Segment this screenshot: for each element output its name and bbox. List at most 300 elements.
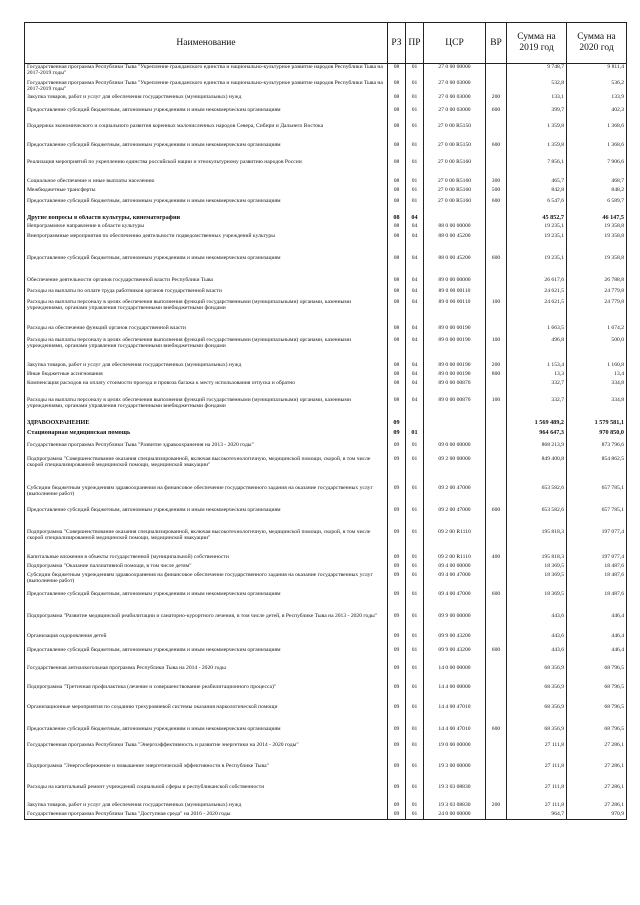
row-sum-2019: 13,3 — [507, 371, 567, 380]
row-vr: 600 — [486, 255, 507, 277]
row-sum-2019: 27 111,8 — [507, 802, 567, 811]
row-csr: 27 0 00 R5160 — [424, 159, 486, 178]
row-sum-2019: 964 647,3 — [507, 430, 567, 442]
row-rz: 09 — [388, 726, 406, 742]
row-name: Предоставление субсидий бюджетным, автономным учреждениям и иным некоммерческим организациям — [25, 507, 388, 529]
row-sum-2019: 332,7 — [507, 380, 567, 397]
table-row — [25, 337, 627, 362]
row-pr — [406, 420, 424, 430]
row-csr: 27 0 00 R5160 — [424, 198, 486, 215]
row-name: Предоставление субсидий бюджетным, автономным учреждениям и иным некоммерческим организациям — [25, 647, 388, 665]
row-rz: 08 — [388, 397, 406, 420]
row-sum-2019: 45 852,7 — [507, 215, 567, 223]
row-sum-2019: 18 369,5 — [507, 591, 567, 613]
row-csr: 24 0 00 00000 — [424, 811, 486, 820]
row-pr: 04 — [406, 299, 424, 325]
table-row — [25, 142, 627, 159]
row-vr — [486, 325, 507, 337]
row-sum-2019: 19 235,1 — [507, 233, 567, 255]
table-row — [25, 159, 627, 178]
row-sum-2019: 68 356,9 — [507, 726, 567, 742]
row-csr: 89 0 00 00870 — [424, 397, 486, 420]
row-rz: 09 — [388, 420, 406, 430]
row-csr: 27 0 00 00000 — [424, 64, 486, 80]
row-rz: 09 — [388, 529, 406, 554]
row-vr — [486, 684, 507, 704]
row-sum-2019: 26 617,6 — [507, 277, 567, 288]
row-pr: 01 — [406, 613, 424, 633]
row-sum-2020: 27 286,1 — [567, 784, 627, 802]
header-sum-2020: Сумма на 2020 год — [567, 23, 627, 64]
row-rz: 09 — [388, 563, 406, 572]
row-name: Реализация мероприятий по укреплению единства российской нации и этнокультурному развитию народов России — [25, 159, 388, 178]
table-row — [25, 704, 627, 726]
row-rz: 09 — [388, 742, 406, 763]
row-name: Расходы на выплаты персоналу в целях обеспечения выполнения функций государственными (муниципальными) органами, казенными учреждениями, органами управления государственными внебюджетными фондами — [25, 337, 388, 362]
row-sum-2020: 68 796,5 — [567, 726, 627, 742]
row-sum-2020: 1 368,6 — [567, 142, 627, 159]
row-csr: 09 4 00 47000 — [424, 572, 486, 591]
row-pr: 04 — [406, 325, 424, 337]
row-sum-2020: 24 779,8 — [567, 288, 627, 299]
row-sum-2020: 197 077,4 — [567, 554, 627, 563]
row-vr: 200 — [486, 362, 507, 371]
row-name: Организационные мероприятия по созданию трехуровневой системы оказания наркологической помощи — [25, 704, 388, 726]
row-vr — [486, 763, 507, 784]
row-sum-2020: 7 906,6 — [567, 159, 627, 178]
row-csr: 89 0 00 00870 — [424, 380, 486, 397]
row-vr — [486, 123, 507, 142]
row-sum-2020: 13,4 — [567, 371, 627, 380]
row-vr — [486, 811, 507, 820]
row-rz: 08 — [388, 325, 406, 337]
row-csr: 14 0 00 00000 — [424, 665, 486, 684]
table-row — [25, 80, 627, 94]
table-row — [25, 397, 627, 420]
row-name: Государственная программа Республики Тыва "Развитие здравоохранения на 2013 - 2020 годы" — [25, 442, 388, 456]
row-rz: 08 — [388, 123, 406, 142]
row-pr: 01 — [406, 763, 424, 784]
row-name: Предоставление субсидий бюджетным, автономным учреждениям и иным некоммерческим организациям — [25, 107, 388, 123]
row-vr — [486, 665, 507, 684]
row-name: Расходы на капитальный ремонт учреждений социальной сферы и республиканской собственности — [25, 784, 388, 802]
row-rz: 09 — [388, 591, 406, 613]
row-rz: 08 — [388, 233, 406, 255]
row-sum-2019: 443,6 — [507, 647, 567, 665]
table-row — [25, 233, 627, 255]
row-sum-2019: 19 235,1 — [507, 255, 567, 277]
table-row — [25, 362, 627, 371]
table-row — [25, 811, 627, 820]
row-csr: 09 0 00 00000 — [424, 442, 486, 456]
row-csr: 19 3 03 08830 — [424, 784, 486, 802]
row-rz: 09 — [388, 572, 406, 591]
row-vr — [486, 442, 507, 456]
row-sum-2019: 1 359,8 — [507, 123, 567, 142]
row-sum-2019: 68 356,9 — [507, 665, 567, 684]
row-sum-2020: 133,9 — [567, 94, 627, 107]
table-row — [25, 288, 627, 299]
row-pr: 04 — [406, 362, 424, 371]
row-sum-2020: 27 286,1 — [567, 763, 627, 784]
row-vr: 600 — [486, 198, 507, 215]
row-vr — [486, 485, 507, 507]
row-name: Подпрограмма "Оказание паллиативной помощи, в том числе детям" — [25, 563, 388, 572]
row-rz: 09 — [388, 442, 406, 456]
header-csr: ЦСР — [424, 23, 486, 64]
row-sum-2019: 532,8 — [507, 80, 567, 94]
row-sum-2020: 9 811,4 — [567, 64, 627, 80]
row-vr: 100 — [486, 337, 507, 362]
row-pr: 01 — [406, 507, 424, 529]
row-pr: 01 — [406, 742, 424, 763]
row-pr: 01 — [406, 456, 424, 485]
row-vr — [486, 233, 507, 255]
row-vr — [486, 80, 507, 94]
row-pr: 01 — [406, 572, 424, 591]
table-row — [25, 456, 627, 485]
row-sum-2020: 854 862,5 — [567, 456, 627, 485]
row-sum-2019: 1 359,8 — [507, 142, 567, 159]
row-pr: 01 — [406, 187, 424, 198]
row-rz: 09 — [388, 633, 406, 647]
row-name: Субсидии бюджетным учреждениям здравоохранения на финансовое обеспечение государственного задания на оказание государственных услуг (выполнение работ) — [25, 572, 388, 591]
row-sum-2020: 970,9 — [567, 811, 627, 820]
table-row — [25, 198, 627, 215]
row-sum-2019: 27 111,8 — [507, 742, 567, 763]
row-sum-2020: 1 160,8 — [567, 362, 627, 371]
row-pr: 04 — [406, 288, 424, 299]
row-name: Расходы на выплаты по оплате труда работников органов государственной власти — [25, 288, 388, 299]
row-csr: 27 0 00 R5150 — [424, 123, 486, 142]
row-pr: 04 — [406, 277, 424, 288]
row-vr — [486, 380, 507, 397]
table-row — [25, 507, 627, 529]
row-csr: 27 0 00 R5160 — [424, 178, 486, 187]
table-row — [25, 178, 627, 187]
row-csr: 89 0 00 00110 — [424, 299, 486, 325]
row-sum-2020: 19 358,8 — [567, 255, 627, 277]
row-name: Подпрограмма "Энергосбережение и повышение энергетической эффективности в Республике Тыва" — [25, 763, 388, 784]
row-sum-2019: 496,8 — [507, 337, 567, 362]
row-name: Государственная программа Республики Тыва "Укрепление гражданского единства и национально-культурное развитие народов Республики Тыва на 2017-2019 годы" — [25, 64, 388, 80]
row-sum-2020: 500,0 — [567, 337, 627, 362]
row-csr: 89 0 00 00190 — [424, 337, 486, 362]
row-sum-2019: 68 356,9 — [507, 704, 567, 726]
row-vr: 600 — [486, 591, 507, 613]
row-name: Предоставление субсидий бюджетным, автономным учреждениям и иным некоммерческим организациям — [25, 591, 388, 613]
row-name: Государственная программа Республики Тыва "Укрепление гражданского единства и национально-культурное развитие народов Республики Тыва на 2017-2019 годы" — [25, 80, 388, 94]
row-pr: 01 — [406, 94, 424, 107]
row-sum-2020: 848,2 — [567, 187, 627, 198]
row-csr: 27 0 00 03000 — [424, 107, 486, 123]
table-row — [25, 742, 627, 763]
table-row — [25, 94, 627, 107]
row-csr: 88 0 00 00000 — [424, 223, 486, 233]
row-pr: 04 — [406, 371, 424, 380]
row-name: Организация оздоровления детей — [25, 633, 388, 647]
row-sum-2019: 7 856,1 — [507, 159, 567, 178]
row-pr: 04 — [406, 223, 424, 233]
row-rz: 09 — [388, 784, 406, 802]
row-name: Предоставление субсидий бюджетным, автономным учреждениям и иным некоммерческим организациям — [25, 142, 388, 159]
row-name: Предоставление субсидий бюджетным, автономным учреждениям и иным некоммерческим организациям — [25, 198, 388, 215]
row-vr: 200 — [486, 94, 507, 107]
table-row — [25, 665, 627, 684]
table-row — [25, 529, 627, 554]
row-vr: 600 — [486, 507, 507, 529]
table-row — [25, 64, 627, 80]
row-rz: 09 — [388, 613, 406, 633]
row-vr — [486, 64, 507, 80]
table-row — [25, 572, 627, 591]
row-pr: 01 — [406, 430, 424, 442]
table-row — [25, 255, 627, 277]
table-row — [25, 684, 627, 704]
table-row — [25, 784, 627, 802]
row-pr: 01 — [406, 64, 424, 80]
row-vr — [486, 215, 507, 223]
row-rz: 09 — [388, 485, 406, 507]
row-pr: 01 — [406, 665, 424, 684]
row-rz: 09 — [388, 811, 406, 820]
row-sum-2019: 964,7 — [507, 811, 567, 820]
table-body — [25, 64, 627, 820]
row-rz: 08 — [388, 187, 406, 198]
row-pr: 04 — [406, 215, 424, 223]
row-pr: 01 — [406, 142, 424, 159]
row-sum-2019: 68 356,9 — [507, 684, 567, 704]
row-sum-2019: 24 621,5 — [507, 299, 567, 325]
table-row — [25, 442, 627, 456]
row-rz: 08 — [388, 80, 406, 94]
row-rz: 09 — [388, 763, 406, 784]
row-pr: 04 — [406, 255, 424, 277]
row-vr — [486, 529, 507, 554]
row-rz: 09 — [388, 430, 406, 442]
row-name: Закупка товаров, работ и услуг для обеспечения государственных (муниципальных) нужд — [25, 802, 388, 811]
row-rz: 08 — [388, 299, 406, 325]
row-sum-2020: 19 358,8 — [567, 223, 627, 233]
row-vr — [486, 633, 507, 647]
row-name: Предоставление субсидий бюджетным, автономным учреждениям и иным некоммерческим организациям — [25, 255, 388, 277]
row-rz: 08 — [388, 255, 406, 277]
row-rz: 08 — [388, 64, 406, 80]
row-csr: 14 4 00 00000 — [424, 684, 486, 704]
row-sum-2019: 195 818,3 — [507, 554, 567, 563]
row-pr: 01 — [406, 704, 424, 726]
row-rz: 09 — [388, 665, 406, 684]
row-vr — [486, 563, 507, 572]
row-name: Подпрограмма "Третичная профилактика (лечение и совершенствование реабилитационного процесса)" — [25, 684, 388, 704]
row-csr — [424, 430, 486, 442]
row-vr — [486, 288, 507, 299]
row-csr: 27 0 00 R5160 — [424, 187, 486, 198]
row-sum-2019: 842,8 — [507, 187, 567, 198]
row-pr: 01 — [406, 159, 424, 178]
row-sum-2020: 446,4 — [567, 613, 627, 633]
row-vr: 100 — [486, 299, 507, 325]
row-csr: 89 0 00 00110 — [424, 288, 486, 299]
row-rz: 08 — [388, 215, 406, 223]
table-row — [25, 563, 627, 572]
row-vr — [486, 430, 507, 442]
row-sum-2020: 68 796,5 — [567, 704, 627, 726]
row-name: Внепрограммные мероприятия по обеспечению деятельности подведомственных учреждений культуры — [25, 233, 388, 255]
row-sum-2019: 6 547,6 — [507, 198, 567, 215]
row-vr: 200 — [486, 802, 507, 811]
row-sum-2019: 133,1 — [507, 94, 567, 107]
row-csr: 88 0 00 45200 — [424, 233, 486, 255]
row-rz: 08 — [388, 362, 406, 371]
row-name: Социальное обеспечение и иные выплаты населению — [25, 178, 388, 187]
row-sum-2019: 24 621,5 — [507, 288, 567, 299]
row-rz: 08 — [388, 142, 406, 159]
table-row — [25, 726, 627, 742]
table-row — [25, 420, 627, 430]
row-sum-2019: 868 213,9 — [507, 442, 567, 456]
table-row — [25, 277, 627, 288]
row-rz: 09 — [388, 456, 406, 485]
row-sum-2019: 653 582,6 — [507, 485, 567, 507]
row-sum-2019: 443,6 — [507, 613, 567, 633]
row-csr: 89 0 00 00000 — [424, 277, 486, 288]
table-row — [25, 430, 627, 442]
row-sum-2020: 46 147,5 — [567, 215, 627, 223]
row-vr: 600 — [486, 726, 507, 742]
budget-table-sheet — [24, 22, 626, 820]
row-csr — [424, 420, 486, 430]
table-row — [25, 299, 627, 325]
table-row — [25, 633, 627, 647]
row-pr: 01 — [406, 123, 424, 142]
row-pr: 01 — [406, 563, 424, 572]
row-name: Межбюджетные трансферты — [25, 187, 388, 198]
row-sum-2019: 18 369,5 — [507, 572, 567, 591]
row-vr: 400 — [486, 554, 507, 563]
row-rz: 08 — [388, 107, 406, 123]
row-rz: 08 — [388, 337, 406, 362]
row-pr: 01 — [406, 554, 424, 563]
row-csr: 19 3 00 00000 — [424, 763, 486, 784]
table-row — [25, 554, 627, 563]
row-csr: 09 9 00 43200 — [424, 633, 486, 647]
table-row — [25, 223, 627, 233]
row-name: Подпрограмма "Совершенствование оказания специализированной, включая высокотехнологичную, медицинской помощи, скорой, в том числе скорой специализированной медицинской помощи, медицинской эвакуации" — [25, 456, 388, 485]
row-name: Стационарная медицинская помощь — [25, 430, 388, 442]
row-csr: 19 0 00 00000 — [424, 742, 486, 763]
row-pr: 01 — [406, 485, 424, 507]
table-row — [25, 215, 627, 223]
row-pr: 04 — [406, 397, 424, 420]
table-row — [25, 380, 627, 397]
row-rz: 08 — [388, 223, 406, 233]
row-csr: 09 2 00 00000 — [424, 456, 486, 485]
row-pr: 01 — [406, 198, 424, 215]
row-pr: 01 — [406, 802, 424, 811]
row-sum-2020: 197 077,4 — [567, 529, 627, 554]
row-csr: 89 0 00 00190 — [424, 362, 486, 371]
row-vr: 600 — [486, 142, 507, 159]
row-sum-2020: 18 487,6 — [567, 572, 627, 591]
row-sum-2020: 1 579 581,1 — [567, 420, 627, 430]
row-sum-2019: 9 748,7 — [507, 64, 567, 80]
row-rz: 08 — [388, 277, 406, 288]
header-vr: ВР — [486, 23, 507, 64]
row-vr — [486, 456, 507, 485]
row-vr: 100 — [486, 397, 507, 420]
row-sum-2019: 195 818,3 — [507, 529, 567, 554]
row-rz: 08 — [388, 94, 406, 107]
row-sum-2020: 1 674,2 — [567, 325, 627, 337]
row-rz: 09 — [388, 647, 406, 665]
row-sum-2020: 334,8 — [567, 380, 627, 397]
row-csr: 27 0 00 03000 — [424, 80, 486, 94]
table-row — [25, 802, 627, 811]
row-name: Обеспечение деятельности органов государственной власти Республики Тыва — [25, 277, 388, 288]
row-pr: 01 — [406, 784, 424, 802]
row-csr: 09 9 00 00000 — [424, 613, 486, 633]
row-sum-2020: 657 785,1 — [567, 507, 627, 529]
row-pr: 01 — [406, 633, 424, 647]
row-pr: 04 — [406, 233, 424, 255]
row-vr — [486, 704, 507, 726]
row-sum-2020: 24 779,8 — [567, 299, 627, 325]
table-header-row — [25, 23, 627, 64]
table-row — [25, 325, 627, 337]
row-csr — [424, 215, 486, 223]
row-sum-2020: 536,2 — [567, 80, 627, 94]
budget-table — [24, 22, 627, 820]
row-rz: 08 — [388, 159, 406, 178]
row-csr: 09 2 00 47000 — [424, 507, 486, 529]
row-pr: 01 — [406, 107, 424, 123]
header-name: Наименование — [25, 23, 388, 64]
row-csr: 09 2 00 47000 — [424, 485, 486, 507]
row-csr: 19 3 03 08830 — [424, 802, 486, 811]
row-name: Государственная антиалкогольная программа Республики Тыва на 2014 - 2020 годы — [25, 665, 388, 684]
row-rz: 09 — [388, 554, 406, 563]
row-csr: 09 9 00 43200 — [424, 647, 486, 665]
row-vr — [486, 223, 507, 233]
row-rz: 08 — [388, 371, 406, 380]
row-vr: 600 — [486, 107, 507, 123]
row-name: Непрограммное направление в области культуры — [25, 223, 388, 233]
row-sum-2020: 27 286,1 — [567, 802, 627, 811]
row-name: Подпрограмма "Развитие медицинской реабилитации и санаторно-курортного лечения, в том числе детей, в Республике Тыва на 2013 - 2020 годы" — [25, 613, 388, 633]
table-row — [25, 485, 627, 507]
row-csr: 27 0 00 R5150 — [424, 142, 486, 159]
row-csr: 89 0 00 00190 — [424, 371, 486, 380]
row-sum-2020: 873 796,6 — [567, 442, 627, 456]
row-csr: 14 4 00 47010 — [424, 704, 486, 726]
row-pr: 01 — [406, 726, 424, 742]
row-pr: 01 — [406, 647, 424, 665]
row-rz: 09 — [388, 684, 406, 704]
row-name: Расходы на выплаты персоналу в целях обеспечения выполнения функций государственными (муниципальными) органами, казенными учреждениями, органами управления государственными внебюджетными фондами — [25, 299, 388, 325]
row-vr — [486, 159, 507, 178]
row-sum-2019: 443,6 — [507, 633, 567, 647]
row-sum-2020: 446,4 — [567, 647, 627, 665]
row-name: Поддержка экономического и социального развития коренных малочисленных народов Севера, Сибири и Дальнего Востока — [25, 123, 388, 142]
table-row — [25, 187, 627, 198]
row-sum-2020: 18 487,6 — [567, 563, 627, 572]
row-sum-2020: 19 358,8 — [567, 233, 627, 255]
row-vr — [486, 277, 507, 288]
table-row — [25, 763, 627, 784]
row-vr: 800 — [486, 371, 507, 380]
row-csr: 09 4 00 47000 — [424, 591, 486, 613]
